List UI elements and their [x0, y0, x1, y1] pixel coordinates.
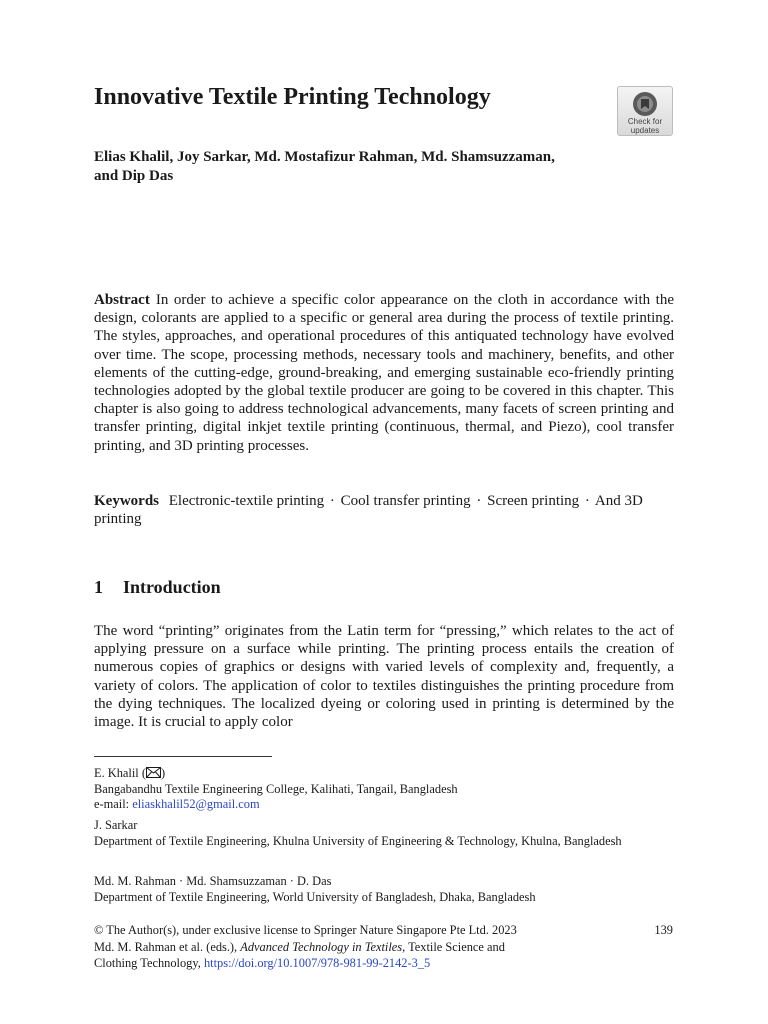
citation-editors: Md. M. Rahman et al. (eds.), — [94, 939, 241, 954]
check-for-updates-icon — [632, 91, 658, 117]
keywords-label: Keywords — [94, 493, 159, 509]
keyword-item: Electronic-textile printing — [168, 493, 325, 509]
email-label: e-mail: — [94, 797, 130, 811]
footnote-name-line — [94, 766, 674, 782]
abstract-label: Abstract — [94, 292, 150, 308]
intro-paragraph: The word “printing” originates from the Latin term for “pressing,” which relates to the act of applying pressure on a surface while printing. The printing process entails the creation of numerous copies of graphics or designs with varied levels of complexity and, frequently, a variety of colors. The application of color to textiles distinguishes the printing procedure from the dying techniques. The localized dyeing or coloring used in printing is determined by the image. It is crucial to apply color — [94, 623, 674, 731]
keywords — [94, 492, 674, 528]
citation-line — [94, 939, 624, 956]
check-for-updates-badge[interactable] — [617, 86, 673, 136]
doi-line — [94, 955, 624, 972]
keyword-item: Cool transfer printing — [340, 493, 471, 509]
keyword-item: And 3D printing — [94, 493, 643, 528]
author-list — [94, 148, 674, 186]
section-number: 1 — [94, 577, 103, 597]
book-title: Advanced Technology in Textiles — [240, 939, 403, 954]
author-line-2: and Dip Das — [94, 168, 174, 184]
footnote-name: J. Sarkar — [94, 818, 138, 832]
footnote-name: Md. M. Rahman · Md. Shamsuzzaman · D. Das — [94, 874, 332, 888]
badge-line-1: Check for — [627, 117, 663, 126]
series-continued: Clothing Technology, — [94, 956, 204, 970]
abstract — [94, 291, 674, 455]
footnote-khalil — [94, 766, 674, 813]
abstract-text: In order to achieve a specific color appearance on the cloth in accordance with the design, colorants are applied to a specific or general area during the process of textile printing. The styles, approaches, and operational procedures of this antiquated technology have evolved over time. The scope, processing methods, necessary tools and machinery, benefits, and other elements of the cutting-edge, ground-breaking, and emerging sustainable eco-friendly printing technologies adopted by the global textile producer are going to be covered in this chapter. This chapter is also going to address technological advancements, many facets of screen printing and transfer printing, digital inkjet textile printing (continuous, thermal, and Piezo), cool transfer printing, and 3D printing processes. — [94, 292, 674, 454]
chapter-title: Innovative Textile Printing Technology — [94, 84, 491, 110]
footnote-sarkar — [94, 818, 674, 849]
email-link[interactable]: eliaskhalil52@gmail.com — [132, 797, 260, 811]
footnote-divider — [94, 756, 272, 757]
badge-line-2: updates — [630, 126, 660, 135]
author-line-1: Elias Khalil, Joy Sarkar, Md. Mostafizur Rahman, Md. Shamsuzzaman, — [94, 149, 555, 165]
footnote-name-close: ) — [160, 766, 166, 780]
envelope-icon — [146, 767, 161, 778]
keyword-separator: · — [476, 493, 482, 509]
footnote-email-line — [94, 797, 674, 813]
footnote-affiliation: Department of Textile Engineering, Khulna University of Engineering & Technology, Khulna, Bangladesh — [94, 833, 622, 848]
page-number: 139 — [654, 923, 673, 937]
footnote-affiliation: Bangabandhu Textile Engineering College, Kalihati, Tangail, Bangladesh — [94, 781, 458, 796]
citation-series: , Textile Science and — [402, 939, 505, 954]
copyright-line-1: © The Author(s), under exclusive license to Springer Nature Singapore Pte Ltd. 2023 — [94, 923, 517, 937]
keyword-separator: · — [329, 493, 335, 509]
doi-link[interactable]: https://doi.org/10.1007/978-981-99-2142-3_5 — [203, 956, 431, 970]
keyword-separator: · — [584, 493, 590, 509]
footnote-name: E. Khalil ( — [94, 766, 146, 780]
keyword-item: Screen printing — [487, 493, 580, 509]
section-heading — [94, 576, 674, 598]
footnote-affiliation: Department of Textile Engineering, World University of Bangladesh, Dhaka, Bangladesh — [94, 889, 536, 904]
section-title: Introduction — [123, 577, 221, 597]
footnote-rahman-shamsuzzaman-das — [94, 874, 674, 905]
copyright-notice — [94, 922, 624, 972]
